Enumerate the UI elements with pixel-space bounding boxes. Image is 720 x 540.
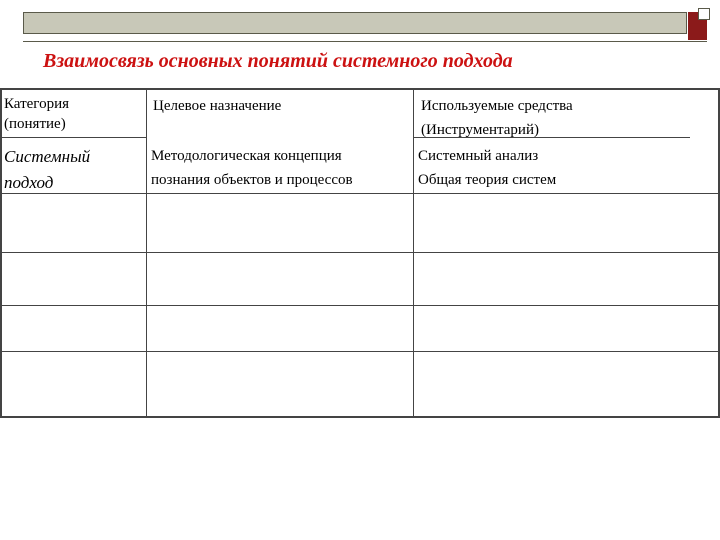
header-purpose-text: Целевое назначение	[153, 98, 282, 114]
table-column-divider	[413, 88, 414, 418]
header-category	[4, 94, 69, 134]
header-purpose	[153, 94, 281, 118]
table-row-divider	[0, 193, 720, 194]
slide-accent-square-outline	[698, 8, 710, 20]
row-tools-line2: Общая теория систем	[418, 172, 557, 188]
title-underline	[23, 41, 707, 42]
header-tools-line2: (Инструментарий)	[421, 122, 539, 138]
row-purpose-line1: Методологическая концепция	[151, 148, 342, 164]
row-category-line1: Системный	[4, 147, 91, 166]
row-tools	[418, 144, 556, 192]
table-row-divider	[0, 351, 720, 352]
table-border-bottom	[0, 416, 720, 418]
table-border-top	[0, 88, 720, 90]
row-purpose-line2: познания объектов и процессов	[151, 172, 353, 188]
table-border-left	[0, 88, 2, 418]
header-tools	[421, 94, 573, 142]
table-row-divider	[0, 305, 720, 306]
row-category	[4, 144, 90, 196]
table-column-divider	[146, 88, 147, 418]
row-purpose	[151, 144, 353, 192]
table-row-divider	[0, 252, 720, 253]
header-tools-line1: Используемые средства	[421, 98, 573, 114]
table-header-divider	[0, 137, 147, 138]
header-category-line2: (понятие)	[4, 116, 66, 132]
slide-title: Взаимосвязь основных понятий системного подхода	[43, 50, 513, 72]
row-tools-line1: Системный анализ	[418, 148, 539, 164]
header-category-line1: Категория	[4, 96, 69, 112]
slide-header-bar	[23, 12, 687, 34]
row-category-line2: подход	[4, 173, 54, 192]
